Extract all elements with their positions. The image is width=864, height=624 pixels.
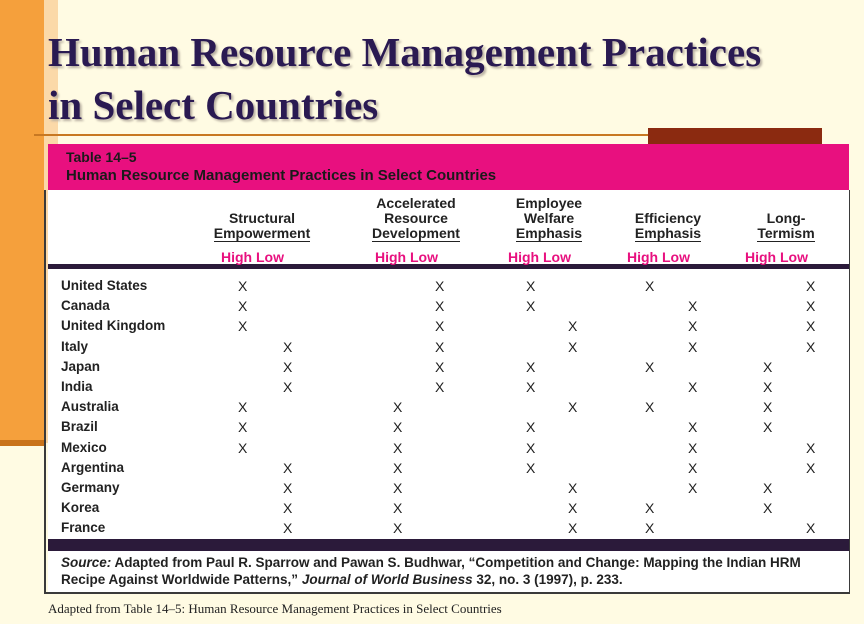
table-row [48, 296, 849, 316]
x-mark: X [763, 480, 773, 496]
country-name: United Kingdom [61, 318, 166, 334]
x-mark: X [806, 459, 816, 476]
x-mark: X [688, 419, 698, 436]
high-label: High [375, 249, 407, 265]
country-name: Mexico [61, 439, 107, 455]
country-name: Germany [61, 480, 120, 495]
x-mark: X [238, 419, 248, 436]
orange-side-bar [0, 0, 44, 443]
x-mark: X [283, 480, 293, 496]
source-text-2: 32, no. 3 (1997), p. 233. [472, 572, 623, 587]
x-mark: X [238, 278, 248, 294]
country-name: Japan [61, 358, 101, 374]
column-header-line [716, 196, 856, 211]
x-mark: X [688, 379, 698, 395]
x-mark: X [645, 399, 655, 416]
table-row [48, 438, 849, 458]
x-mark: X [435, 338, 445, 355]
x-mark: X [763, 399, 773, 416]
column-header-line [346, 211, 486, 226]
footer-divider [48, 539, 849, 551]
slide-title [48, 26, 848, 132]
column-header-text: Efficiency [634, 210, 702, 226]
x-mark: X [568, 338, 578, 355]
country-name: Brazil [61, 419, 98, 435]
country-name: Korea [61, 500, 100, 516]
source-label: Source: [61, 555, 112, 570]
table-row [48, 276, 849, 296]
x-mark: X [238, 318, 248, 335]
x-mark: X [688, 338, 698, 355]
low-label: Low [543, 249, 571, 265]
x-mark: X [526, 419, 536, 436]
high-low-label [627, 249, 690, 265]
x-mark: X [393, 459, 403, 476]
high-label: High [508, 249, 540, 265]
x-mark: X [283, 358, 293, 375]
x-mark: X [568, 480, 578, 496]
x-mark: X [688, 459, 698, 476]
high-label: High [221, 249, 253, 265]
x-mark: X [526, 379, 536, 395]
x-mark: X [806, 318, 816, 335]
header-divider [48, 264, 849, 269]
x-mark: X [435, 298, 445, 315]
column-header-line [192, 211, 332, 226]
column-header-text: Development [372, 225, 460, 241]
country-name: France [61, 520, 106, 536]
table-row [48, 337, 849, 357]
table-header [48, 144, 849, 190]
column-header-line [346, 226, 486, 241]
low-label: Low [410, 249, 438, 265]
low-label: Low [780, 249, 808, 265]
country-name: Argentina [61, 459, 125, 475]
x-mark: X [435, 278, 445, 294]
x-mark: X [568, 399, 578, 416]
x-mark: X [688, 298, 698, 315]
column-header-text: Emphasis [515, 225, 583, 241]
column-header-text: Long- [766, 210, 806, 226]
x-mark: X [806, 439, 816, 456]
slide-title-line2: in Select Countries [48, 82, 379, 128]
x-mark: X [806, 338, 816, 355]
table-row [48, 357, 849, 377]
x-mark: X [806, 298, 816, 315]
x-mark: X [763, 379, 773, 395]
x-mark: X [283, 338, 293, 355]
high-low-label [375, 249, 438, 265]
x-mark: X [526, 278, 536, 294]
x-mark: X [645, 500, 655, 517]
column-header-text: Empowerment [213, 225, 311, 241]
x-mark: X [393, 439, 403, 456]
x-mark: X [283, 500, 293, 517]
x-mark: X [763, 500, 773, 517]
table-row [48, 417, 849, 437]
x-mark: X [393, 419, 403, 436]
x-mark: X [526, 358, 536, 375]
x-mark: X [238, 298, 248, 315]
x-mark: X [238, 399, 248, 416]
table-row [48, 498, 849, 518]
column-header-line [716, 226, 856, 241]
column-header-text: Employee [515, 195, 583, 211]
slide-title-line1: Human Resource Management Practices [48, 29, 762, 75]
country-name: Canada [61, 298, 110, 314]
x-mark: X [435, 379, 445, 395]
table-row [48, 478, 849, 498]
x-mark: X [526, 298, 536, 315]
country-name: India [61, 379, 93, 394]
column-header-line [192, 196, 332, 211]
column-header-line [716, 211, 856, 226]
country-name: Australia [61, 399, 119, 415]
x-mark: X [645, 520, 655, 537]
table-row [48, 316, 849, 336]
x-mark: X [435, 318, 445, 335]
x-mark: X [806, 520, 816, 537]
high-low-label [508, 249, 571, 265]
column-header-2 [346, 196, 486, 241]
table-row [48, 458, 849, 478]
column-header-line [346, 196, 486, 211]
x-mark: X [435, 358, 445, 375]
hrm-table [48, 144, 849, 592]
column-header-5 [716, 196, 856, 241]
x-mark: X [763, 419, 773, 436]
high-low-label [221, 249, 284, 265]
table-row [48, 377, 849, 397]
low-label: Low [256, 249, 284, 265]
x-mark: X [283, 520, 293, 537]
country-name: Italy [61, 338, 89, 354]
x-mark: X [688, 480, 698, 496]
x-mark: X [238, 439, 248, 456]
column-header-text: Termism [757, 225, 815, 241]
source-note [61, 554, 841, 588]
x-mark: X [526, 439, 536, 456]
x-mark: X [688, 439, 698, 456]
x-mark: X [283, 379, 293, 395]
table-caption: Human Resource Management Practices in Select Countries [66, 167, 497, 184]
high-label: High [627, 249, 659, 265]
high-label: High [745, 249, 777, 265]
x-mark: X [393, 480, 403, 496]
column-header-text: Welfare [523, 210, 575, 226]
country-name: United States [61, 278, 148, 293]
x-mark: X [806, 278, 816, 294]
low-label: Low [662, 249, 690, 265]
table-row [48, 397, 849, 417]
column-header-text: Emphasis [634, 225, 702, 241]
x-mark: X [526, 459, 536, 476]
x-mark: X [393, 500, 403, 517]
x-mark: X [568, 318, 578, 335]
source-journal: Journal of World Business [301, 572, 473, 587]
table-row [48, 518, 849, 538]
column-header-text: Structural [228, 210, 296, 226]
x-mark: X [645, 358, 655, 375]
high-low-label [745, 249, 808, 265]
x-mark: X [393, 520, 403, 537]
orange-side-bar-foot [0, 440, 44, 446]
x-mark: X [688, 318, 698, 335]
title-underline [34, 134, 650, 136]
column-header-text: Resource [384, 210, 448, 226]
column-header-text: Accelerated [376, 195, 456, 211]
column-header-1 [192, 196, 332, 241]
x-mark: X [568, 500, 578, 517]
slide-footnote: Adapted from Table 14–5: Human Resource Management Practices in Select Countries [48, 601, 502, 616]
x-mark: X [645, 278, 655, 294]
column-header-line [192, 226, 332, 241]
x-mark: X [283, 459, 293, 476]
source-text-1: Adapted from Paul R. Sparrow and Pawan S. Budhwar, “Competition and Change: Mapping the Indian HRM Recipe Against Worldwide Patterns,” [61, 555, 801, 587]
x-mark: X [393, 399, 403, 416]
x-mark: X [763, 358, 773, 375]
table-number: Table 14–5 [66, 149, 137, 165]
x-mark: X [568, 520, 578, 537]
